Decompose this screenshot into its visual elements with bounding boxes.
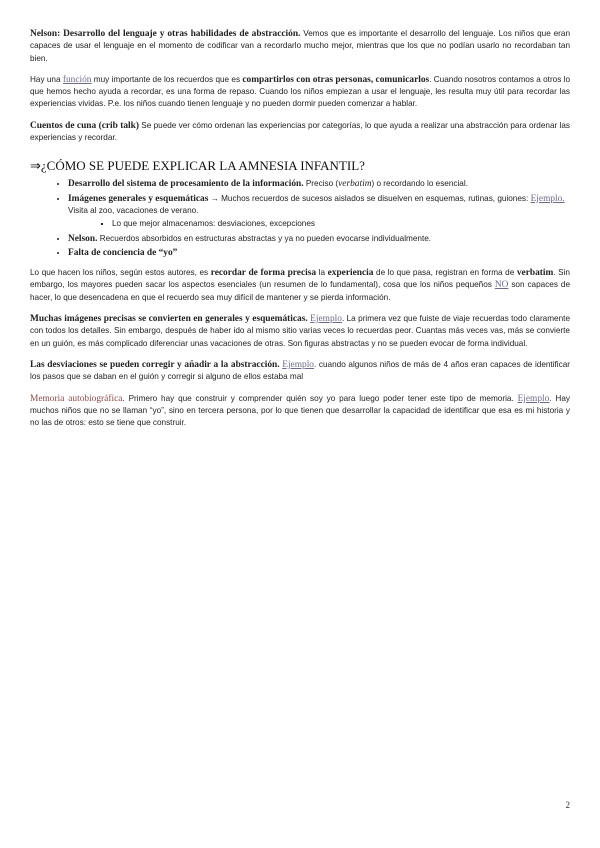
cuentos-heading: Cuentos de cuna (crib talk) — [30, 120, 139, 131]
ejemplo-link: Ejemplo — [517, 393, 550, 404]
emphasis: Muchas imágenes precisas se convierten en generales y esquemáticas. — [30, 314, 308, 325]
emphasis: recordar de forma precisa — [210, 268, 317, 279]
text: son capaces de hacer, lo que desencadena en que el recuerdo sea muy difícil de mantener y se pierda información. — [30, 280, 570, 302]
text: Se puede ver cómo ordenan las experiencias por categorías, lo que ayuda a realizar una abstracción para ordenar las experiencias y recordar. — [30, 120, 571, 143]
text: . Hay muchos niños que no se llaman “yo”, sino en tercera persona, por lo que tienen que desarrollar la capacidad de identificar que esa es mi historia y no las de otros: esto se tiene que construir. — [30, 393, 570, 428]
paragraph-ninos — [30, 267, 570, 304]
bullet-title: Falta de conciencia de “yo” — [68, 247, 178, 258]
paragraph-funcion — [30, 74, 570, 111]
nelson-text: Vemos que es importante el desarrollo del lenguaje. Los niños que eran capaces de usar el lenguaje en el momento de codificar van a recordarlo mucho mejor, mientras que los que no podían usarlo no recordaban tan bien. — [30, 29, 570, 63]
document-body — [30, 28, 570, 438]
emphasis: experiencia — [327, 268, 374, 279]
list-item — [68, 233, 570, 245]
bullet-title: Nelson. — [68, 233, 98, 244]
paragraph-desviaciones — [30, 359, 570, 384]
paragraph-imagenes — [30, 313, 570, 350]
emphasis: verbatim — [516, 268, 554, 279]
list-item — [68, 193, 570, 231]
section-heading: ⇒¿CÓMO SE PUEDE EXPLICAR LA AMNESIA INFANTIL? — [30, 158, 365, 174]
funcion-link: función — [62, 74, 92, 85]
text: Visita al zoo, vacaciones de verano. — [68, 205, 199, 215]
text: . Cuando nosotros contamos a otros lo que hemos hecho ayuda a recordar, es una forma de repaso. Cuando los niños empiezan a usar el lenguaje, les resulta muy útil para recordar las experiencias vividas. P.e. los niños cuando tienen lenguaje y no pueden dormir pueden comenzar a hablar. — [30, 74, 570, 109]
text: la — [316, 268, 328, 278]
amnesia-list — [30, 178, 570, 259]
page-number: 2 — [565, 800, 570, 810]
compartirlos-emphasis: compartirlos con otras personas, comunicarlos — [242, 74, 430, 85]
ejemplo-link: Ejemplo — [282, 359, 314, 370]
paragraph-memoria — [30, 393, 570, 430]
emphasis: Las desviaciones se pueden corregir y añadir a la abstracción. — [30, 359, 280, 370]
verbatim-term: verbatim — [338, 179, 372, 190]
nelson-heading: Nelson: Desarrollo del lenguaje y otras habilidades de abstracción. — [30, 29, 301, 39]
text: . Sin embargo, los mayores pueden sacar los aspectos esenciales (un resumen de lo fundamental), cosa que los niños pequeños — [30, 268, 570, 290]
sub-list-item: ▪ Lo que mejor almacenamos: desviaciones, excepciones — [112, 218, 570, 230]
text: Recuerdos absorbidos en estructuras abstractas y ya no pueden evocarse individualmente. — [97, 233, 432, 243]
text: Preciso ( — [303, 179, 339, 189]
no-emphasis: NO — [494, 280, 509, 291]
paragraph-nelson — [30, 28, 570, 65]
list-item — [68, 247, 570, 259]
memoria-heading: Memoria autobiográfica. — [30, 393, 125, 404]
bullet-title: Imágenes generales y esquemáticas — [68, 193, 209, 204]
list-item — [68, 178, 570, 190]
text: Hay una — [30, 74, 63, 84]
sub-list — [68, 218, 570, 230]
text: . cuando algunos niños de más de 4 años eran capaces de identificar los pasos que se daban en el guión y corregir si alguno de ellos estaba mal — [30, 359, 570, 382]
text: . La primera vez que fuiste de viaje recuerdas todo claramente con todos los detalles. Sin embargo, después de haber ido al mismo sitio varias veces lo recuerdas peor. Cuantas más veces vas, más se convierte en un guión, es más complicado diferenciar unas vacaciones de otras. Son figuras abstractas y no se pueden evocar de forma individual. — [30, 314, 570, 348]
text: Primero hay que construir y comprender quién soy yo para luego poder tener este tipo de memoria. — [124, 393, 518, 403]
text: Lo que hacen los niños, según estos autores, es — [30, 268, 211, 278]
text: de lo que pasa, registran en forma de — [373, 268, 517, 278]
bullet-title: Desarrollo del sistema de procesamiento de la información. — [68, 179, 304, 190]
ejemplo-link: Ejemplo. — [530, 193, 565, 204]
paragraph-cuentos — [30, 120, 570, 145]
ejemplo-link: Ejemplo — [310, 314, 342, 325]
text: → Muchos recuerdos de sucesos aislados se disuelven en esquemas, rutinas, guiones: — [208, 193, 531, 203]
text: muy importante de los recuerdos que es — [91, 74, 243, 84]
text: ) o recordando lo esencial. — [371, 179, 468, 189]
